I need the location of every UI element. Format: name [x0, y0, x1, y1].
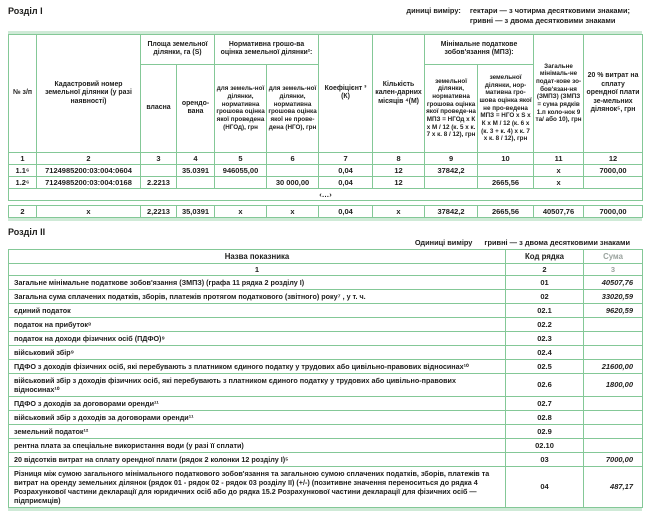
table-cell: 02.9 — [506, 424, 584, 438]
table-cell: 02.4 — [506, 345, 584, 359]
table-cell: 3 — [584, 263, 643, 275]
table-cell: ‹…› — [9, 188, 643, 200]
table-cell: 35.0391 — [177, 164, 215, 176]
header-coefficient: Коефіцієнт ³ (К) — [319, 34, 373, 152]
table-cell: 37842,2 — [425, 205, 478, 217]
table-cell: єдиний податок — [9, 303, 506, 317]
table-cell — [584, 424, 643, 438]
units-text: гривні — з двома десятковими знаками — [484, 237, 630, 247]
table-cell: 7000,00 — [584, 452, 643, 466]
table-cell: 7000,00 — [584, 205, 643, 217]
header-ngo-assessed: для земель-ної ділянки, нормативна грошова оцінка якої проведена (НГОд), грн — [215, 64, 267, 152]
table-cell: 02.1 — [506, 303, 584, 317]
table-cell: 2 — [9, 205, 37, 217]
section2-units — [415, 227, 630, 247]
section1-title: Розділ I — [8, 6, 43, 16]
table-cell: х — [534, 176, 584, 188]
table-cell — [141, 164, 177, 176]
table-cell: 7124985200:03:004:0168 — [37, 176, 141, 188]
header-sum: Сума — [584, 249, 643, 263]
table-cell: 2665,56 — [478, 205, 534, 217]
table-cell: військовий збір з доходів за договорами оренди¹¹ — [9, 410, 506, 424]
table-cell: 02.2 — [506, 317, 584, 331]
table-row — [9, 424, 643, 438]
table-cell: 10 — [478, 152, 534, 164]
header-area-group: Площа земельної ділянки, га (S) — [141, 34, 215, 64]
ellipsis-row — [9, 188, 643, 200]
table-cell: 487,17 — [584, 466, 643, 507]
table-row — [9, 396, 643, 410]
table-cell: 12 — [584, 152, 643, 164]
table-row — [9, 152, 643, 164]
header-row-number: № з/п — [9, 34, 37, 152]
section1-total-body — [9, 205, 643, 217]
table-row — [9, 275, 643, 289]
table-cell — [215, 176, 267, 188]
table-cell: ПДФО з доходів за договорами оренди¹¹ — [9, 396, 506, 410]
units-lines — [470, 6, 630, 26]
table-cell: 02.5 — [506, 359, 584, 373]
table-row — [9, 263, 643, 275]
table-row — [9, 373, 643, 396]
table-cell: 03 — [506, 452, 584, 466]
table-row — [9, 164, 643, 176]
units-label: Одиниці виміру — [414, 237, 473, 247]
header-ngo-not-assessed: для земель-ної ділянки, нормативна грошова оцінка якої не прове-дена (НГО), грн — [267, 64, 319, 152]
header-leased: орендо-вана — [177, 64, 215, 152]
table-cell: 1 — [9, 263, 506, 275]
table-cell: 1 — [9, 152, 37, 164]
table-cell: військовий збір з доходів фізичних осіб, які перебувають з платником єдиного податку у трудових або цивільно-правових відносинах¹⁰ — [9, 373, 506, 396]
header-mpz-not-assessed: земельної ділянки, нор-мативна гро-шова оцінка якої не про-ведена МПЗ = НГО х S х К х М / 12 (к. 6 х (к. 3 + к. 4) х к. 7 х к. 8 / 12), грн — [478, 64, 534, 152]
table-cell — [478, 164, 534, 176]
table-row — [9, 452, 643, 466]
table-cell: 7000,00 — [584, 164, 643, 176]
table-row — [9, 331, 643, 345]
table-cell: 0,04 — [319, 164, 373, 176]
table-cell: 02.3 — [506, 331, 584, 345]
table-cell — [584, 396, 643, 410]
section2-table — [8, 249, 643, 508]
table-cell: 40507,76 — [534, 205, 584, 217]
table-cell: 02.8 — [506, 410, 584, 424]
table-row — [9, 205, 643, 217]
units-line-hectares: гектари — з чотирма десятковими знаками; — [469, 6, 630, 15]
table-cell — [584, 317, 643, 331]
header-rent-20-percent: 20 % витрат на сплату орендної плати зе-мельних ділянок⁵, грн — [584, 34, 643, 152]
table-cell: 2665,56 — [478, 176, 534, 188]
section1-units — [406, 6, 630, 26]
table-cell: Загальне мінімальне податкове зобов'язання (ЗМПЗ) (графа 11 рядка 2 розділу I) — [9, 275, 506, 289]
table-cell: 1.2⁶ — [9, 176, 37, 188]
table-cell: 6 — [267, 152, 319, 164]
table-cell — [425, 176, 478, 188]
table-cell: х — [373, 205, 425, 217]
table-cell: х — [534, 164, 584, 176]
units-line-hryvnias: гривні — з двома десятковими знаками — [469, 15, 616, 25]
table-cell: 7124985200:03:004:0604 — [37, 164, 141, 176]
table-cell — [584, 438, 643, 452]
table-cell: 02.6 — [506, 373, 584, 396]
header-months: Кількість кален-дарних місяців ⁴(М) — [373, 34, 425, 152]
table-cell: 33020,59 — [584, 289, 643, 303]
divider-band — [8, 218, 642, 221]
table-cell: 0,04 — [319, 176, 373, 188]
table-row — [9, 359, 643, 373]
table-cell: податок на доходи фізичних осіб (ПДФО)⁹ — [9, 331, 506, 345]
table-cell: 2 — [506, 263, 584, 275]
table-cell — [584, 345, 643, 359]
table-cell — [267, 164, 319, 176]
table-cell: 11 — [534, 152, 584, 164]
table-cell: 2,2213 — [141, 205, 177, 217]
table-cell: х — [215, 205, 267, 217]
table-cell: 37842,2 — [425, 164, 478, 176]
table-cell: 01 — [506, 275, 584, 289]
section2-header — [8, 227, 642, 247]
table-cell: військовий збір⁹ — [9, 345, 506, 359]
table-row — [9, 466, 643, 507]
table-row — [9, 345, 643, 359]
table-cell: Різниця між сумою загального мінімального податкового зобов'язання та загальною сумою сплачених податків, зборів, платежів та витрат на оренду земельних ділянок (рядок 01 - рядок 02 - рядок 03 розділу II) (+/-) (позитивне значення переноситься до рядка 4 Розрахункової частини декларації для юридичних осіб або до рядка 15.2 Розрахункової частини декларації для фізичних осіб — підприємців) — [9, 466, 506, 507]
header-row-groups — [9, 34, 643, 64]
header-ngo-group: Нормативна грошо-ва оцінка земельної ділянки²: — [215, 34, 319, 64]
table-cell: 21600,00 — [584, 359, 643, 373]
table-cell: 9620,59 — [584, 303, 643, 317]
table-cell: 2.2213 — [141, 176, 177, 188]
table-cell: 02.7 — [506, 396, 584, 410]
table-row — [9, 303, 643, 317]
section1-header — [8, 6, 642, 26]
table-cell: 1800,00 — [584, 373, 643, 396]
table-cell: 12 — [373, 176, 425, 188]
table-cell: 5 — [215, 152, 267, 164]
section2 — [8, 227, 642, 511]
table-row — [9, 289, 643, 303]
table-cell: 4 — [177, 152, 215, 164]
table-cell: рентна плата за спеціальне використання води (у разі її сплати) — [9, 438, 506, 452]
table-cell: податок на прибуток⁸ — [9, 317, 506, 331]
table-cell: 0,04 — [319, 205, 373, 217]
table-cell: 02.10 — [506, 438, 584, 452]
header-own: власна — [141, 64, 177, 152]
table-cell: 1.1⁶ — [9, 164, 37, 176]
table-cell — [584, 410, 643, 424]
section1-table — [8, 34, 643, 201]
table-cell: 02 — [506, 289, 584, 303]
table-cell: 30 000,00 — [267, 176, 319, 188]
table-cell: 9 — [425, 152, 478, 164]
table-cell: 3 — [141, 152, 177, 164]
header-total-zmpz: Загальне мінімаль-не подат-кове зо-бов'язан-ня (ЗМПЗ) (ЗМПЗ = сума рядків 1.п коло-нок 9 та/ або 10), грн — [534, 34, 584, 152]
section2-table-body — [9, 263, 643, 507]
table-row — [9, 438, 643, 452]
header-cadastral-number: Кадастровий номер земельної ділянки (у разі наявності) — [37, 34, 141, 152]
section2-title: Розділ II — [8, 226, 46, 237]
section1-table-body — [9, 152, 643, 200]
table-cell: х — [37, 205, 141, 217]
section1-total-table — [8, 205, 643, 218]
table-row — [9, 317, 643, 331]
table-cell: земельний податок¹² — [9, 424, 506, 438]
table-cell: Загальна сума сплачених податків, зборів, платежів протягом податкового (звітного) року⁷ , у т. ч. — [9, 289, 506, 303]
section2-header-row — [9, 249, 643, 263]
table-cell: 8 — [373, 152, 425, 164]
header-mpz-group: Мінімальне податкове зобов'язання (МПЗ): — [425, 34, 534, 64]
header-row-code: Код рядка — [506, 249, 584, 263]
table-cell — [177, 176, 215, 188]
table-cell: х — [267, 205, 319, 217]
table-row — [9, 176, 643, 188]
table-cell: 40507,76 — [584, 275, 643, 289]
table-cell: ПДФО з доходів фізичних осіб, які перебувають з платником єдиного податку у трудових або цивільно-правових відносинах¹⁰ — [9, 359, 506, 373]
header-indicator-name: Назва показника — [9, 249, 506, 263]
header-mpz-assessed: земельної ділянки, нормативна грошова оцінка якої проведе-на МПЗ = НГОд х К х М / 12 (к. 5 х к. 7 х к. 8 / 12), грн — [425, 64, 478, 152]
units-label: диниці виміру: — [406, 6, 461, 15]
table-cell: 20 відсотків витрат на сплату орендної плати (рядок 2 колонки 12 розділу I)⁵ — [9, 452, 506, 466]
table-cell: 946055,00 — [215, 164, 267, 176]
table-cell: 7 — [319, 152, 373, 164]
table-cell: 04 — [506, 466, 584, 507]
table-cell — [584, 176, 643, 188]
table-row — [9, 410, 643, 424]
table-cell: 35,0391 — [177, 205, 215, 217]
table-cell: 12 — [373, 164, 425, 176]
table-cell: 2 — [37, 152, 141, 164]
table-cell — [584, 331, 643, 345]
